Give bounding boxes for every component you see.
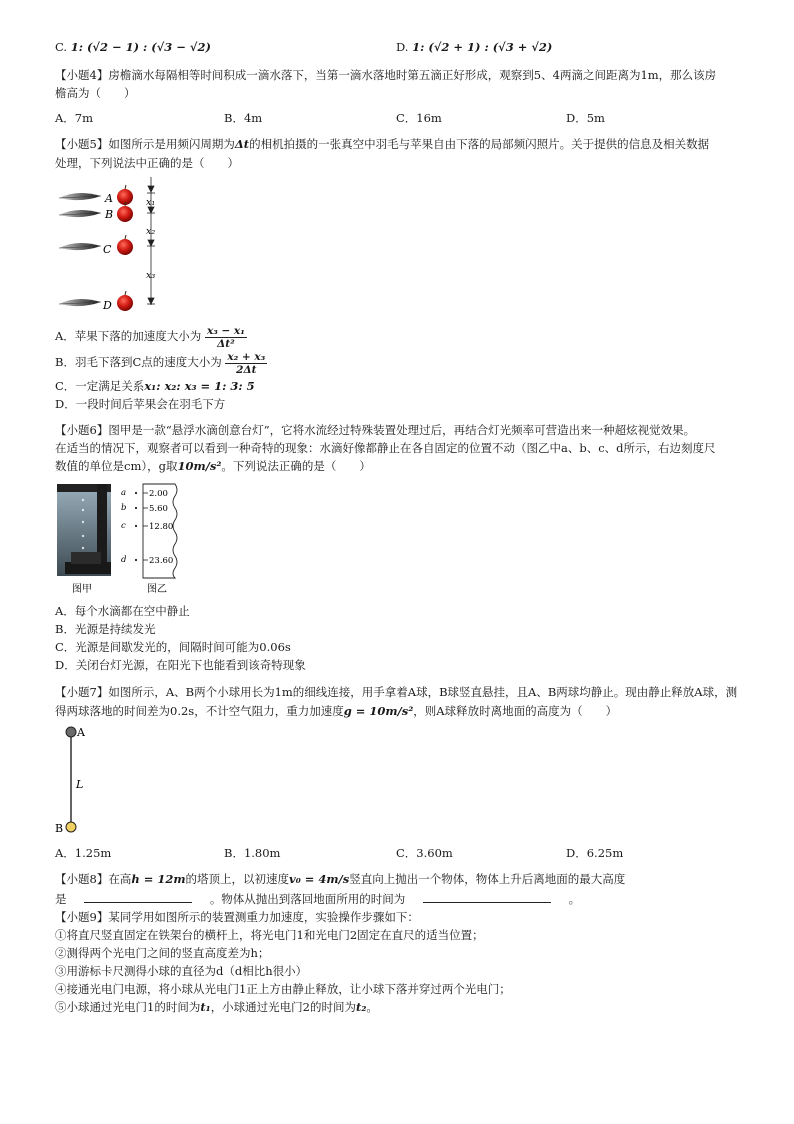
q9-step-5: ⑤小球通过光电门1的时间为t₁，小球通过光电门2的时间为t₂。 — [55, 1000, 378, 1014]
apple-icon-a — [117, 185, 133, 205]
q5-option-c: C．一定满足关系x₁: x₂: x₃ = 1: 3: 5 — [55, 379, 255, 393]
feather-icon-d — [59, 299, 101, 306]
apple-icon-c — [117, 235, 133, 255]
q7-option-a: A．1.25m — [55, 846, 112, 860]
feather-icon-a — [59, 193, 101, 200]
q4-option-c: C．16m — [396, 111, 442, 125]
ball-a-icon — [66, 727, 76, 737]
feather-icon-c — [59, 243, 101, 250]
q6-option-a: A．每个水滴都在空中静止 — [55, 604, 190, 618]
q7-option-b: B．1.80m — [224, 846, 281, 860]
q9-stem-line1: 【小题9】某同学用如图所示的装置测重力加速度，实验操作步骤如下： — [55, 910, 419, 924]
scale-value-c: 12.80 — [149, 522, 174, 532]
q6-stem-line1: 【小题6】图甲是一款“悬浮水滴创意台灯”，它将水流经过特殊装置处理过后，再结合灯光频率可营造出来一种超炫视觉效果。 — [55, 423, 696, 437]
apple-icon-d — [117, 291, 133, 311]
lamp-figure — [55, 482, 195, 598]
caption-figure-a: 图甲 — [72, 584, 92, 595]
q4-option-b: B．4m — [224, 111, 263, 125]
q5-stem-line2: 处理，下列说法中正确的是（ ） — [55, 156, 239, 170]
q7-option-c: C．3.60m — [396, 846, 453, 860]
ball-label-a: A — [77, 726, 85, 739]
scale-value-a: 2.00 — [149, 489, 168, 499]
q4-option-a: A．7m — [55, 111, 94, 125]
q9-step-2: ②测得两个光电门之间的竖直高度差为h； — [55, 946, 270, 960]
distance-label-x1: x₁ — [146, 197, 156, 208]
drop-label-c: c — [121, 521, 126, 531]
two-ball-figure — [55, 722, 115, 838]
caption-figure-b: 图乙 — [147, 584, 167, 595]
point-label-b: B — [105, 208, 114, 221]
scale-value-b: 5.60 — [149, 504, 168, 514]
ball-b-icon — [66, 822, 76, 832]
q5-option-b: B．羽毛下落到C点的速度大小为 $\frac{\text{x₂ + x₃}}{2\Delta t}$ — [55, 350, 266, 376]
ball-label-b: B — [55, 822, 64, 835]
q5-option-a: A．苹果下落的加速度大小为 $\frac{\text{x₃ − x₁}}{\text{Δt²}}$ — [55, 324, 245, 350]
q5-option-d: D．一段时间后苹果会在羽毛下方 — [55, 397, 226, 411]
q5-stem-line1: 【小题5】如图所示是用频闪周期为Δt的相机拍摄的一张真空中羽毛与苹果自由下落的局部频闪照片。关于提供的信息及相关数据 — [55, 137, 710, 151]
length-label-l: L — [76, 778, 84, 791]
answer-blank-height[interactable] — [84, 890, 192, 903]
q8-stem-line1: 【小题8】在高h = 12m的塔顶上，以初速度v₀ = 4m/s竖直向上抛出一个物体，物体上升后离地面的最大高度 — [55, 872, 626, 886]
distance-label-x3: x₃ — [146, 270, 156, 281]
q7-stem-line1: 【小题7】如图所示，A、B两个小球用长为1m的细线连接，用手拿着A球，B球竖直悬挂，且A、B两球均静止。现由静止释放A球，测 — [55, 685, 738, 699]
q4-stem-line1: 【小题4】房檐滴水每隔相等时间积成一滴水落下，当第一滴水落地时第五滴正好形成，观察到5、4两滴之间距离为1m，那么该房 — [55, 68, 717, 82]
q6-option-d: D．关闭台灯光源，在阳光下也能看到该奇特现象 — [55, 658, 306, 672]
q8-stem-line2: 是 。物体从抛出到落回地面所用的时间为 。 — [55, 892, 581, 906]
drop-label-a: a — [121, 488, 127, 498]
q9-step-1: ①将直尺竖直固定在铁架台的横杆上，将光电门1和光电门2固定在直尺的适当位置； — [55, 928, 484, 942]
q7-option-d: D．6.25m — [566, 846, 624, 860]
q7-stem-line2: 得两球落地的时间差为0.2s，不计空气阻力，重力加速度g = 10m/s²，则A球释放时离地面的高度为（ ） — [55, 704, 618, 718]
q9-step-3: ③用游标卡尺测得小球的直径为d（d相比h很小） — [55, 964, 308, 978]
q6-stem-line3: 数值的单位是cm），g取10m/s²。下列说法正确的是（ ） — [55, 459, 371, 473]
point-label-a: A — [105, 192, 113, 205]
scale-value-d: 23.60 — [149, 556, 174, 566]
drop-label-b: b — [121, 503, 127, 513]
point-label-d: D — [103, 299, 112, 312]
distance-label-x2: x₂ — [146, 226, 156, 237]
feather-apple-figure — [55, 172, 175, 318]
q6-stem-line2: 在适当的情况下，观察者可以看到一种奇特的现象：水滴好像都静止在各自固定的位置不动（图乙中a、b、c、d所示，右边刻度尺 — [55, 441, 716, 455]
point-label-c: C — [103, 243, 112, 256]
answer-blank-time[interactable] — [423, 890, 551, 903]
q4-option-d: D．5m — [566, 111, 605, 125]
q4-stem-line2: 檐高为（ ） — [55, 86, 136, 100]
q9-step-4: ④接通光电门电源，将小球从光电门1正上方由静止释放，让小球下落并穿过两个光电门； — [55, 982, 511, 996]
q6-option-c: C．光源是间歇发光的，间隔时间可能为0.06s — [55, 640, 291, 654]
q3-option-d: D. 1: (√2 + 1) : (√3 + √2) — [396, 40, 553, 54]
apple-icon-b — [117, 202, 133, 222]
q3-option-c: C. 1: (√2 − 1) : (√3 − √2) — [55, 40, 211, 54]
feather-icon-b — [59, 210, 101, 217]
drop-label-d: d — [121, 555, 127, 565]
q6-option-b: B．光源是持续发光 — [55, 622, 156, 636]
